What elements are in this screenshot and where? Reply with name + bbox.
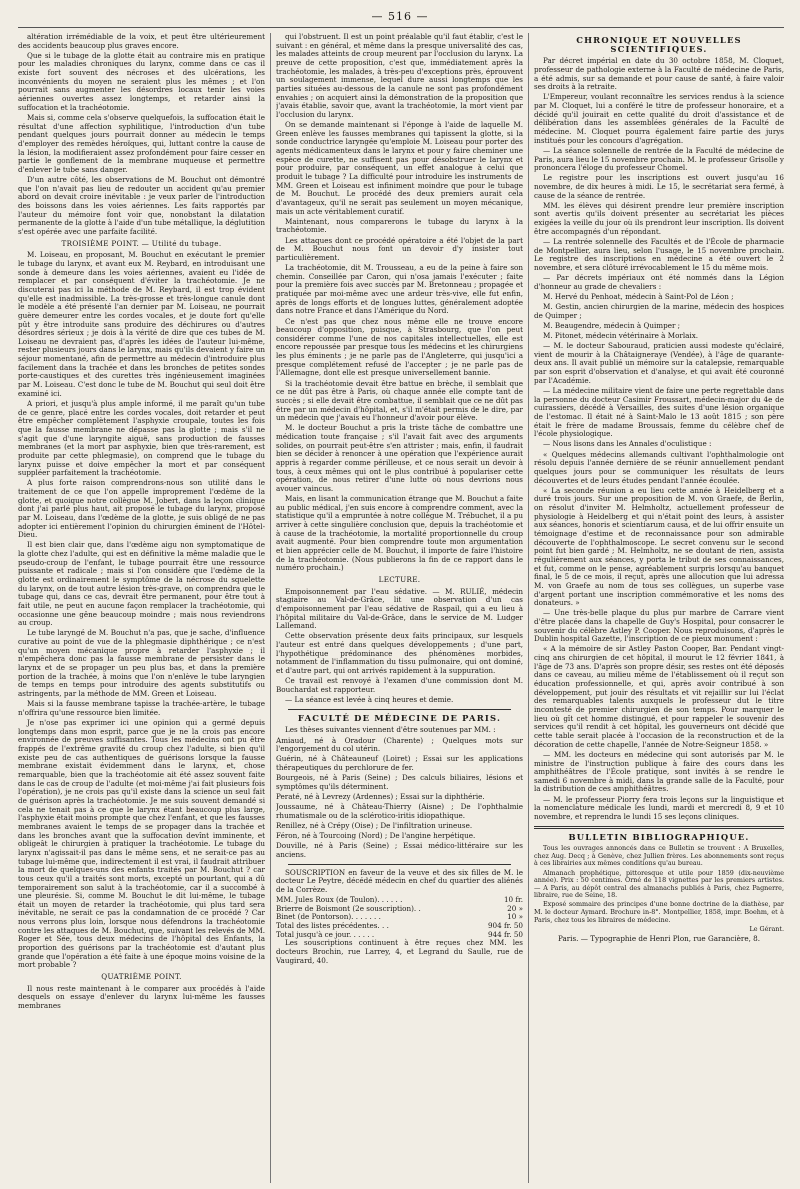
- paragraph: — Par décrets impériaux ont été nommés dans la Légion d'honneur au grade de chevaliers :: [534, 273, 784, 291]
- paragraph: Les attaques dont ce procédé opératoire a été l'objet de la part de M. Bouchut nous font un devoir d'y insister tout particulièrement.: [276, 235, 523, 262]
- paragraph: M. Gestin, ancien chirurgien de la marine, médecin des hospices de Quimper ;: [534, 302, 784, 320]
- paragraph: — MM. les docteurs en médecine qui sont autorisés par M. le ministre de l'instruction publique à faire des cours dans les amphithéâtres de l'École pratique, sont invités à se rendre le samedi 6 novembre à midi, dans la grande salle de la Faculté, pour la distribution de ces amphithéâtres.: [534, 749, 784, 794]
- paragraph: Tous les ouvrages annoncés dans ce Bulletin se trouvent : A Bruxelles, chez Aug. Decq ; à Genève, chez Jullien frères. Les abonnements sont reçus à ces librairies aux mêmes conditions qu'au bureau.: [534, 844, 784, 868]
- paragraph: SOUSCRIPTION en faveur de la veuve et des six filles de M. le docteur Le Peytre, décédé médecin en chef du quartier des aliénés de la Corrèze.: [276, 867, 523, 894]
- paragraph: M. Beaugendre, médecin à Quimper ;: [543, 320, 681, 330]
- column-3: [534, 33, 784, 1183]
- list-item: Bourgeois, né à Paris (Seine) ; Des calculs biliaires, lésions et symptômes qu'ils déterminent.: [276, 773, 523, 791]
- paragraph: M. Pitonet, médecin vétérinaire à Morlaix.: [543, 331, 699, 340]
- paragraph: M. Loiseau, en proposant, M. Bouchut en exécutant le premier le tubage du larynx, et avant eux M. Reybard, en introduisant une sonde à demeure dans les voies aériennes, avaient eu l'idée de remplacer et par conséquent d'éviter la trachéotomie. Je ne discuterai pas ici la méthode de M. Reybard, il est trop évident qu'elle est inadmissible. La très-grosse et très-longue canule dont le modèle a été présenté l'an dernier par M. Loiseau, ne pourrait guère demeurer entre les cordes vocales, et je doute fort qu'elle pût y être introduite sans produire des déchirures ou d'autres désordres sérieux ; je dois à la vérité de dire que ces tubes de M. Loiseau ne devraient pas, d'après les idées de l'auteur lui-même, rester plusieurs jours dans le larynx, mais qu'ils devaient y faire un séjour momentané, afin de permettre au médecin d'introduire plus facilement dans la trachée et dans les bronches de petites sondes porte-caustiques et des curettes très ingénieusement imaginées par M. Loiseau. C'est donc le tube de M. Bouchut qui seul doit être examiné ici.: [18, 250, 265, 398]
- table-row: Brierre de Boismont (2e souscription). . 20 »: [276, 903, 523, 913]
- paragraph: « A la mémoire de sir Astley Paston Cooper, Bar. Pendant vingt-cinq ans chirurgien de cet hôpital, il mourut le 12 février 1841, à l'âge de 73 ans. D'après son propre désir, ses restes ont été déposés dans ce caveau, au milieu même de l'établissement où il reçut son éducation professionnelle, et qui, après avoir contribué à son développement, put jouir des résultats et vit rejaillir sur lui l'éclat des remarquables talents auxquels le professeur dut le titre incontesté de premier chirurgien de son temps. Pour marquer le lieu où gît cet homme distingué, et pour rappeler le souvenir des services qu'il rendit à cet hôpital, les gouverneurs ont décidé que cette table serait placée à l'occasion de la reconstruction et de la décoration de cette chapelle, l'année de Notre-Seigneur 1858. »: [534, 644, 784, 749]
- paragraph: On se demande maintenant si l'éponge à l'aide de laquelle M. Green enlève les fausses membranes qui tapissent la glotte, si la sonde conductrice laryngée qu'emploie M. Loiseau pour porter des agents médicamenteux dans le larynx et pour y faire cheminer une espèce de curette, ne suffisent pas pour désobstruer le larynx et pour produire, par conséquent, un effet analogue à celui que produit le tubage ? La difficulté pour introduire les instruments de MM. Green et Loiseau est infiniment moindre que pour le tubage de M. Bouchut. Le procédé des deux premiers aurait cela d'avantageux, qu'il ne serait pas seulement un moyen mécanique, mais un acte véritablement curatif.: [276, 120, 523, 216]
- paragraph: — La rentrée solennelle des Facultés et de l'École de pharmacie de Montpellier, aura lieu, selon l'usage, le 15 novembre prochain. Le registre des inscriptions en médecine a été ouvert le 2 novembre, et sera clôturé irrévocablement le 15 du même mois.: [534, 236, 784, 272]
- paragraph: Le registre pour les inscriptions est ouvert jusqu'au 16 novembre, de dix heures à midi. Le 15, le secrétariat sera fermé, à cause de la séance de rentrée.: [534, 173, 784, 200]
- section-heading: QUATRIÈME POINT.: [101, 972, 182, 982]
- paragraph: Il est bien clair que, dans l'œdème aigu non symptomatique de la glotte chez l'adulte, qui est en définitive la même maladie que le pseudo-croup de l'enfant, le tubage pourrait être une ressource puissante et radicale ; mais si l'on considère que l'œdème de la glotte est ordinairement le symptôme de la nécrose du squelette du larynx, on de tout autre lésion très-grave, on comprendra que le tubage qui, dans ce cas, devrait être permanent, pour être tout à fait utile, ne peut en aucune façon remplacer la trachéotomie, qui occasionne une gêne beaucoup moindre ; mais nous reviendrons au croup.: [18, 540, 265, 628]
- column-1: [18, 33, 265, 1183]
- paragraph: Almanach prophétique, pittoresque et utile pour 1859 (dix-neuvième année). Prix : 50 centimes. Orné de 118 vignettes par les premiers artistes. — A Paris, au dépôt central des almanachs publiés à Paris, chez Pagnerre, libraire, rue de Seine, 18.: [534, 868, 784, 900]
- column-2: [276, 33, 523, 1183]
- paragraph: Mais, en lisant la communication étrange que M. Bouchut a faite au public médical, j'en suis encore à comprendre comment, avec la statistique qu'il a empruntée à notre collègue M. Trébuchet, il a pu arriver à cette singulière conclusion que, depuis la trachéotomie et à cause de la trachéotomie, la mortalité proportionnelle du croup avait augmenté. Pour bien comprendre toute mon argumentation et bien apprécier celle de M. Bouchut, il importe de faire l'histoire de la trachéotomie. (Nous publierons la fin de ce rapport dans le numéro prochain.): [276, 494, 523, 573]
- paragraph: — La séance solennelle de rentrée de la Faculté de médecine de Paris, aura lieu le 15 novembre prochain. M. le professeur Grisolle y prononcera l'éloge du professeur Chomel.: [534, 145, 784, 173]
- paragraph: La trachéotomie, dit M. Trousseau, a eu de la peine à faire son chemin. Conseillée par Caron, qui n'osa jamais l'exécuter ; faite pour la première fois avec succès par M. Bretonneau ; propagée et pratiquée par moi-même avec une ardeur très-vive, elle fut enfin, après de longs efforts et de longues luttes, généralement adoptée dans notre France et dans l'Amérique du Nord.: [276, 263, 523, 316]
- paragraph: Ce travail est renvoyé à l'examen d'une commission dont M. Bouchardat est rapporteur.: [276, 676, 523, 694]
- paragraph: Mais si, comme cela s'observe quelquefois, la suffocation était le résultat d'une affection syphilitique, l'introduction d'un tube pendant quelques jours pourrait donner au médecin le temps d'employer des remèdes héroïques, qui, luttant contre la cause de la lésion, la modifieraient assez profondément pour faire cesser en partie le gonflement de la membrane muqueuse et permettre d'enlever le tube sans danger.: [18, 112, 265, 174]
- paragraph: Exposé sommaire des principes d'une bonne doctrine de la diathèse, par M. le docteur Aymard. Brochure in-8°. Montpellier, 1858, impr. Boehm, et à Paris, chez tous les libraires de médecine.: [534, 900, 784, 924]
- paragraph: Le tube laryngé de M. Bouchut n'a pas, que je sache, d'influence curative au point de vue de la phlegmasie diphthérique ; ce n'est qu'un moyen mécanique propre à retarder l'asphyxie ; il n'empêchera donc pas la fausse membrane de persister dans le larynx et de se propager un peu plus bas, et dans la première portion de la trachée, à moins que l'on n'enlève le tube laryngien de temps en temps pour introduire des agents substitutifs ou astringents, par la méthode de MM. Green et Loiseau.: [18, 628, 265, 699]
- paragraph: M. le docteur Bouchut a pris la triste tâche de combattre une médication toute française ; s'il l'avait fait avec des arguments solides, on pourrait peut-être s'en attrister ; mais, enfin, il faudrait bien se décider à renoncer à une opération que l'expérience aurait appris à regarder comme périlleuse, et ce nous serait un devoir à tous, à ceux mêmes qui ont le plus contribué à populariser cette opération, de nous retirer d'une lutte où nous devrions nous avouer vaincus.: [276, 423, 523, 493]
- paragraph: — La séance est levée à cinq heures et demie.: [285, 695, 454, 705]
- printer-imprint: Paris. — Typographie de Henri Plon, rue Garancière, 8.: [557, 933, 761, 943]
- paragraph: Je n'ose pas exprimer ici une opinion qui a germé depuis longtemps dans mon esprit, parce que je ne la crois pas encore environnée de preuves suffisantes. Tous les médecins ont pu être frappés de l'extrême gravité du croup chez l'adulte, si bien qu'il existe peu de cas authentiques de guérisons lorsque la fausse membrane existait évidemment dans le larynx, et, chose remarquable, bien que la trachéotomie ait été assez souvent faite dans le cas de croup de l'adulte (et moi-même j'ai fait plusieurs fois l'opération), je ne crois pas qu'il existe dans la science un seul fait de guérison après la trachéotomie. Je me suis souvent demandé si cela ne tenait pas à ce que le larynx étant beaucoup plus large, l'asphyxie était moins prompte que chez l'enfant, et que les fausses membranes avaient le temps de se propager dans la trachée et dans les bronches avant que la suffocation devînt imminente, et obligeât le chirurgien à pratiquer la trachéotomie. Le tubage du larynx n'agissait-il pas dans le même sens, et ne serait-ce pas au tubage lui-même que, indirectement il est vrai, il faudrait attribuer la mort de quelques-uns des enfants traités par M. Bouchut ? car tous ceux qu'il a traités sont morts, excepté un pourtant, qui a dû temporairement son salut à la trachéotomie, car il a succombé à une pleurésie. Si, comme M. Bouchut le dit lui-même, le tubage était un moyen de retarder la trachéotomie, qui plus tard sera inévitable, ne serait ce pas la condamnation de ce procédé ? Car nous verrons plus loin, lorsque nous défendrons la trachéotomie contre les attaques de M. Bouchut, que, suivant les relevés de MM. Roger et Sée, tous deux médecins de l'hôpital des Enfants, la proportion des guérisons par la trachéotomie est d'autant plus grande que l'opération a été faite à une époque moins voisine de la mort probable ?: [18, 718, 265, 970]
- column-divider: [528, 33, 529, 1183]
- paragraph: Les thèses suivantes viennent d'être soutenues par MM. :: [285, 725, 496, 735]
- list-item: Renillez, né à Crépy (Oise) ; De l'infiltration urineuse.: [276, 820, 473, 830]
- paragraph: Les souscriptions continuent à être reçues chez MM. les docteurs Brochin, rue Larrey, 4, et Legrand du Saulle, rue de Vaugirard, 40.: [276, 938, 523, 965]
- paragraph: Cette observation présente deux faits principaux, sur lesquels l'auteur est entré dans quelques développements ; d'une part, l'hypothétique prédominance des phénomènes morbides, notamment de l'inflammation du tissu pulmonaire, qui ont dominé, et d'autre part, qui ont arrivés rapidement à la suppuration.: [276, 631, 523, 676]
- list-item: Douville, né à Paris (Seine) ; Essai médico-littéraire sur les anciens.: [276, 841, 523, 859]
- paragraph: — Une très-belle plaque du plus pur marbre de Carrare vient d'être placée dans la chapelle de Guy's Hospital, pour consacrer le souvenir du célèbre Astley P. Cooper. Nous reproduisons, d'après le Dublin hospital Gazette, l'inscription de ce pieux monument :: [534, 608, 784, 644]
- section-heading: LECTURE.: [378, 575, 421, 585]
- column-divider: [270, 33, 271, 1183]
- separator: [534, 826, 784, 829]
- list-item: Amiaud, né à Oradour (Charente) ; Quelques mots sur l'engorgement du col utérin.: [276, 735, 523, 754]
- paragraph: L'Empereur, voulant reconnaître les services rendus à la science par M. Cloquet, lui a conféré le titre de professeur honoraire, et a décidé qu'il jouirait en cette qualité du droit d'assistance et de délibération dans les assemblées générales de la Faculté de médecine. M. Cloquet pourra également faire partie des jurys institués pour les concours d'agrégation.: [534, 92, 784, 145]
- paragraph: Il nous reste maintenant à le comparer aux procédés à l'aide desquels on essaye d'enlever du larynx lui-même les fausses membranes: [18, 983, 265, 1011]
- list-item: Peraté, né à Levrezy (Ardennes) ; Essai sur la diphthérie.: [276, 791, 485, 801]
- paragraph: « Quelques médecins allemands cultivant l'ophthalmologie ont résolu depuis l'année dernière de se réunir annuellement pendant quelques jours pour se communiquer les résultats de leurs découvertes et de leurs études pendant l'année écoulée.: [534, 449, 784, 485]
- table-row: MM. Jules Roux (de Toulon). . . . . . 10 fr.: [276, 895, 523, 905]
- table-row: Total des listes précédentes. . . 904 fr. 50: [276, 921, 523, 930]
- header-rule: [18, 27, 784, 28]
- list-item: Joussaume, né à Château-Thierry (Aisne) ; De l'ophthalmie rhumatismale ou de la sclérotico-iritis idiopathique.: [276, 802, 523, 820]
- paragraph: Si la trachéotomie devait être battue en brèche, il semblait que ce ne dût pas être à Paris, où chaque année elle compte tant de succès ; si elle devait être combattue, il semblait que ce ne dût pas être par un médecin d'hôpital, et, s'il m'était permis de le dire, par un médecin que j'avais eu l'honneur d'avoir pour élève.: [276, 378, 523, 423]
- paragraph: M. Hervé du Penhoat, médecin à Saint-Pol de Léon ;: [543, 291, 734, 301]
- paragraph: MM. les élèves qui désirent prendre leur première inscription sont avertis qu'ils doivent présenter au secrétariat les pièces exigées la veille du jour où ils prendront leur inscription. Ils doivent être accompagnés d'un répondant.: [534, 200, 784, 236]
- paragraph: Maintenant, nous comparerons le tubage du larynx à la trachéotomie.: [276, 216, 523, 235]
- paragraph: — Nous lisons dans les Annales d'oculistique :: [543, 439, 712, 449]
- paragraph: Mais si la fausse membrane tapisse la trachée-artère, le tubage n'offrira qu'une ressource bien limitée.: [18, 699, 265, 717]
- paragraph: qui l'obstruent. Il est un point préalable qu'il faut établir, c'est le suivant : en général, et même dans la presque universalité des cas, les malades atteints de croup meurent par l'occlusion du larynx. La preuve de cette proposition, c'est que, immédiatement après la trachéotomie, les malades, à très-peu d'exceptions près, éprouvent un soulagement immense, lequel dure aussi longtemps que les parties situées au-dessous de la canule ne sont pas profondément envahies ; on acquiert ainsi la démonstration de la proposition que j'avais établie, savoir que, avant la trachéotomie, la mort vient par l'occlusion du larynx.: [276, 33, 523, 119]
- paragraph: — M. le docteur Sabouraud, praticien aussi modeste qu'éclairé, vient de mourir à la Châtaigneraye (Vendée), à l'âge de quarante-deux ans. Il avait publié un mémoire sur la catalepsie, remarquable par son esprit d'observation et d'analyse, et qui avait été couronné par l'Académie.: [534, 341, 784, 385]
- table-row: Total jusqu'à ce jour. . . . . . 944 fr. 50: [276, 929, 523, 939]
- paragraph: A plus forte raison comprendrons-nous son utilité dans le traitement de ce que l'on appelle improprement l'œdème de la glotte, et quoique notre collègue M. Jobert, dans la leçon clinique dont j'ai parlé plus haut, ait proposé le tubage du larynx, proposé par M. Loiseau, dans l'œdème de la glotte, je suis obligé de ne pas adopter ici entièrement l'opinion du chirurgien éminent de l'Hôtel-Dieu.: [18, 478, 265, 540]
- section-title: FACULTÉ DE MÉDECINE DE PARIS.: [297, 712, 502, 723]
- paragraph: A priori, et jusqu'à plus ample informé, il me paraît qu'un tube de ce genre, placé entre les cordes vocales, doit retarder et peut être empêcher complètement l'asphyxie croupale, toutes les fois que la fausse membrane ne dépasse pas la glotte ; mais s'il ne s'agit que d'une laryngite aiguë, sans production de fausses membranes (et la mort par asphyxie, bien que très-rarement, est produite par cette phlegmasie), on comprend que le tubage du larynx puisse et doive empêcher la mort et par conséquent suppléer parfaitement la trachéotomie.: [18, 398, 265, 478]
- separator: [288, 709, 511, 710]
- list-item: Féron, né à Tourcoing (Nord) ; De l'angine herpétique.: [276, 831, 476, 841]
- paragraph: altération irrémédiable de la voix, et peut être ultérieurement des accidents beaucoup plus graves encore.: [18, 33, 265, 50]
- section-heading: TROISIÈME POINT. — Utilité du tubage.: [61, 238, 222, 248]
- paragraph: — La médecine militaire vient de faire une perte regrettable dans la personne du docteur Casimir Froussart, médecin-major du 4e de cuirassiers, décédé à Versailles, des suites d'une lésion organique de l'estomac. Il était né à Saint-Malo le 13 août 1815 ; son père était le frère de madame Broussais, femme du célèbre chef de l'école physiologique.: [534, 385, 784, 439]
- paragraph: Empoisonnement par l'eau sédative. — M. RULIÉ, médecin stagiaire au Val-de-Grâce, lit une observation d'un cas d'empoisonnement par l'eau sédative de Raspail, qui a eu lieu à l'hôpital militaire du Val-de-Grâce, dans le service de M. Ludger Lallemand.: [276, 586, 523, 631]
- list-item: Guérin, né à Châteauneuf (Loiret) ; Essai sur les applications thérapeutiques du perchlorure de fer.: [276, 754, 523, 772]
- paragraph: — M. le professeur Piorry fera trois leçons sur la linguistique et la nomenclature médicale les lundi, mardi et mercredi 8, 9 et 10 novembre, et reprendra le lundi 15 ses leçons cliniques.: [534, 794, 784, 821]
- table-row: Binet (de Pontorson). . . . . . . 10 »: [276, 912, 523, 922]
- theses-list: [276, 737, 523, 860]
- paragraph: Ce n'est pas que chez nous même elle ne trouve encore beaucoup d'opposition, puisque, à Strasbourg, que l'on peut considérer comme l'une de nos capitales intellectuelles, elle est encore repoussée par presque tous les médecins et les chirurgiens les plus éminents ; je ne parle pas de l'Angleterre, qui jusqu'ici a presque complétement refusé de l'accepter ; je ne parle pas de l'Allemagne, dont elle est presque universellement bannie.: [276, 316, 523, 378]
- gerant-signature: Le Gérant.: [749, 924, 784, 933]
- paragraph: Par décret impérial en date du 30 octobre 1858, M. Cloquet, professeur de pathologie externe à la Faculté de médecine de Paris, a été admis, sur sa demande et pour cause de santé, à faire valoir ses droits à la retraite.: [534, 56, 784, 92]
- separator: [288, 864, 511, 865]
- section-title: CHRONIQUE ET NOUVELLES SCIENTIFIQUES.: [576, 35, 742, 54]
- paragraph: Que si le tubage de la glotte était au contraire mis en pratique pour les maladies chroniques du larynx, comme dans ce cas il existe fort souvent des nécroses et des ulcérations, les inconvénients du moyen ne seraient plus les mêmes ; et l'on pourrait sans augmenter les désordres locaux tenir les voies aériennes ouvertes assez longtemps, et retarder ainsi la suffocation et la trachéotomie.: [18, 50, 265, 112]
- section-title: BULLETIN BIBLIOGRAPHIQUE.: [568, 831, 750, 842]
- paragraph: « La seconde réunion a eu lieu cette année à Heidelberg et a duré trois jours. Sur une proposition de M. von Graefe, de Berlin, on résolut d'inviter M. Helmholtz, actuellement professeur de physiologie à Heidelberg et qui n'était point des leurs, à assister aux séances, honoris et scientiarum causa, et de lui offrir ensuite un témoignage d'estime et de reconnaissance pour son admirable découverte de l'ophthalmoscope. Le secret convenu sur le second point fut bien gardé ; M. Helmholtz, ne se doutant de rien, assista régulièrement aux séances, y porta le tribut de ses connaissances, et fut, comme on le pense, agréablement surpris lorsqu'au banquet final, le 5 de ce mois, il reçut, après une allocution que lui adressa M. von Graefe au nom de tous ses collègues, un superbe vase d'argent portant une inscription commémorative et les noms des donateurs. »: [534, 485, 784, 608]
- page-number: — 516 —: [371, 10, 429, 23]
- paragraph: D'un autre côté, les observations de M. Bouchut ont démontré que l'on n'avait pas lieu de redouter un accident qu'au premier abord on devait croire inévitable : je veux parler de l'introduction des boissons dans les voies aériennes. Les faits rapportés par l'auteur du mémoire font voir que, nonobstant la dilatation permanente de la glotte à l'aide d'un tube métallique, la déglutition s'est opérée avec une parfaite facilité.: [18, 175, 265, 236]
